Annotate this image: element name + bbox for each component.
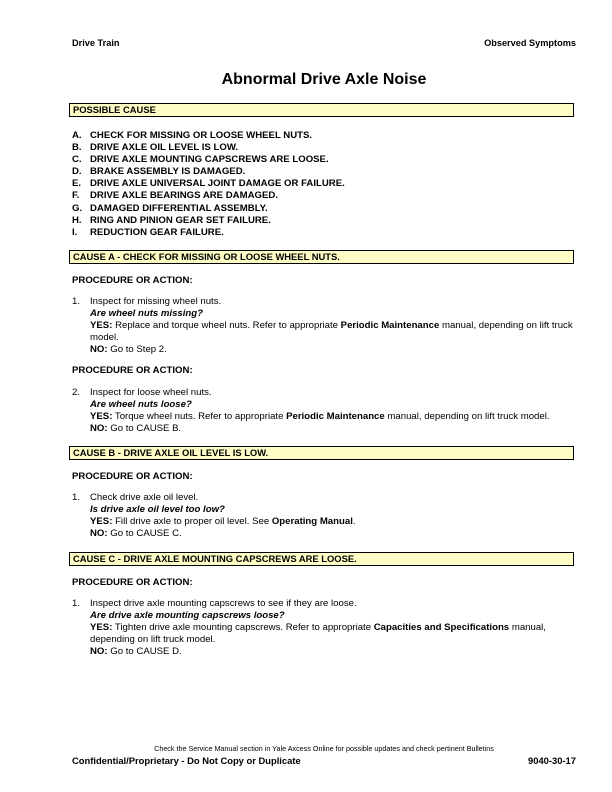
manual-reference: Periodic Maintenance xyxy=(286,411,385,422)
footer-note: Check the Service Manual section in Yale Axcess Online for possible updates and check pertinent Bulletins xyxy=(154,744,494,753)
cause-b-step-1 xyxy=(72,492,577,540)
header-section-label: Drive Train xyxy=(72,38,120,48)
cause-text: DRIVE AXLE UNIVERSAL JOINT DAMAGE OR FAILURE. xyxy=(90,178,345,190)
cause-list-item xyxy=(72,203,577,215)
cause-text: CHECK FOR MISSING OR LOOSE WHEEL NUTS. xyxy=(90,130,313,141)
yes-label: YES: xyxy=(90,411,113,422)
cause-letter: C. xyxy=(72,154,82,166)
cause-letter: G. xyxy=(72,202,83,214)
cause-text: DRIVE AXLE BEARINGS ARE DAMAGED. xyxy=(90,190,278,202)
cause-a-step-1 xyxy=(72,296,577,356)
cause-b-heading: CAUSE B - DRIVE AXLE OIL LEVEL IS LOW. xyxy=(69,446,574,460)
step-number: 1. xyxy=(72,492,81,503)
cause-letter: H. xyxy=(72,214,82,226)
step-no-answer: NO: Go to CAUSE B. xyxy=(90,423,182,434)
step-yes-answer: YES: Tighten drive axle mounting capscrews. Refer to appropriate Capacities and Specifications manual, depending on lift truck model. xyxy=(90,622,546,645)
step-instruction: Check drive axle oil level. xyxy=(90,492,199,503)
step-instruction: Inspect for missing wheel nuts. xyxy=(90,296,222,307)
cause-letter: A. xyxy=(72,130,82,141)
cause-text: RING AND PINION GEAR SET FAILURE. xyxy=(90,214,271,226)
no-label: NO: xyxy=(90,423,108,434)
footer-confidential: Confidential/Proprietary - Do Not Copy or Duplicate xyxy=(72,755,301,766)
no-label: NO: xyxy=(90,344,108,355)
cause-text: REDUCTION GEAR FAILURE. xyxy=(90,226,224,238)
cause-letter: E. xyxy=(72,178,82,190)
step-no-answer: NO: Go to CAUSE C. xyxy=(90,528,182,539)
manual-reference: Operating Manual xyxy=(271,516,353,527)
cause-letter: I. xyxy=(72,226,78,238)
step-question: Is drive axle oil level too low? xyxy=(90,504,225,515)
manual-reference: Periodic Maintenance xyxy=(340,320,440,331)
header-chapter-label: Observed Symptoms xyxy=(484,38,576,48)
cause-text: DRIVE AXLE OIL LEVEL IS LOW. xyxy=(90,142,239,154)
cause-b-procedure-heading: PROCEDURE OR ACTION: xyxy=(72,471,193,482)
yes-label: YES: xyxy=(90,622,113,633)
cause-list-item xyxy=(72,130,577,142)
page-title: Abnormal Drive Axle Noise xyxy=(221,71,427,88)
step-instruction: Inspect for loose wheel nuts. xyxy=(90,387,212,398)
cause-a-procedure-heading-2: PROCEDURE OR ACTION: xyxy=(72,365,193,376)
cause-c-step-1 xyxy=(72,598,577,658)
cause-text: DAMAGED DIFFERENTIAL ASSEMBLY. xyxy=(90,202,268,214)
step-yes-answer: YES: Replace and torque wheel nuts. Refer to appropriate Periodic Maintenance manual, depending on lift truck model. xyxy=(90,320,573,343)
step-number: 1. xyxy=(72,296,81,307)
footer-page-number: 9040-30-17 xyxy=(528,755,576,766)
cause-list-item xyxy=(72,142,577,154)
cause-text: BRAKE ASSEMBLY IS DAMAGED. xyxy=(90,166,246,178)
step-question: Are wheel nuts loose? xyxy=(90,399,192,410)
cause-a-heading: CAUSE A - CHECK FOR MISSING OR LOOSE WHEEL NUTS. xyxy=(69,250,574,264)
cause-c-procedure-heading: PROCEDURE OR ACTION: xyxy=(72,577,193,588)
cause-a-step-2 xyxy=(72,387,577,435)
cause-c-heading: CAUSE C - DRIVE AXLE MOUNTING CAPSCREWS ARE LOOSE. xyxy=(69,552,574,566)
no-label: NO: xyxy=(90,528,108,539)
cause-list-item xyxy=(72,215,577,227)
cause-list-item xyxy=(72,190,577,202)
cause-text: DRIVE AXLE MOUNTING CAPSCREWS ARE LOOSE. xyxy=(90,154,329,166)
manual-reference: Capacities and Specifications xyxy=(373,622,510,633)
cause-letter: D. xyxy=(72,166,82,178)
possible-cause-heading: POSSIBLE CAUSE xyxy=(69,103,574,117)
yes-label: YES: xyxy=(90,516,113,527)
yes-label: YES: xyxy=(90,320,113,331)
cause-list-item xyxy=(72,154,577,166)
cause-list-item xyxy=(72,227,577,239)
possible-causes-list xyxy=(72,130,577,239)
step-yes-answer: YES: Fill drive axle to proper oil level. See Operating Manual. xyxy=(90,516,356,527)
step-question: Are drive axle mounting capscrews loose? xyxy=(90,610,285,621)
cause-a-procedure-heading: PROCEDURE OR ACTION: xyxy=(72,275,193,286)
cause-letter: F. xyxy=(72,190,80,202)
step-number: 1. xyxy=(72,598,81,609)
step-no-answer: NO: Go to CAUSE D. xyxy=(90,646,182,657)
step-question: Are wheel nuts missing? xyxy=(90,308,204,319)
cause-list-item xyxy=(72,166,577,178)
cause-letter: B. xyxy=(72,142,82,154)
no-label: NO: xyxy=(90,646,108,657)
cause-list-item xyxy=(72,178,577,190)
step-yes-answer: YES: Torque wheel nuts. Refer to appropriate Periodic Maintenance manual, depending on lift truck model. xyxy=(90,411,550,422)
step-no-answer: NO: Go to Step 2. xyxy=(90,344,167,355)
step-number: 2. xyxy=(72,387,81,398)
step-instruction: Inspect drive axle mounting capscrews to see if they are loose. xyxy=(90,598,357,609)
